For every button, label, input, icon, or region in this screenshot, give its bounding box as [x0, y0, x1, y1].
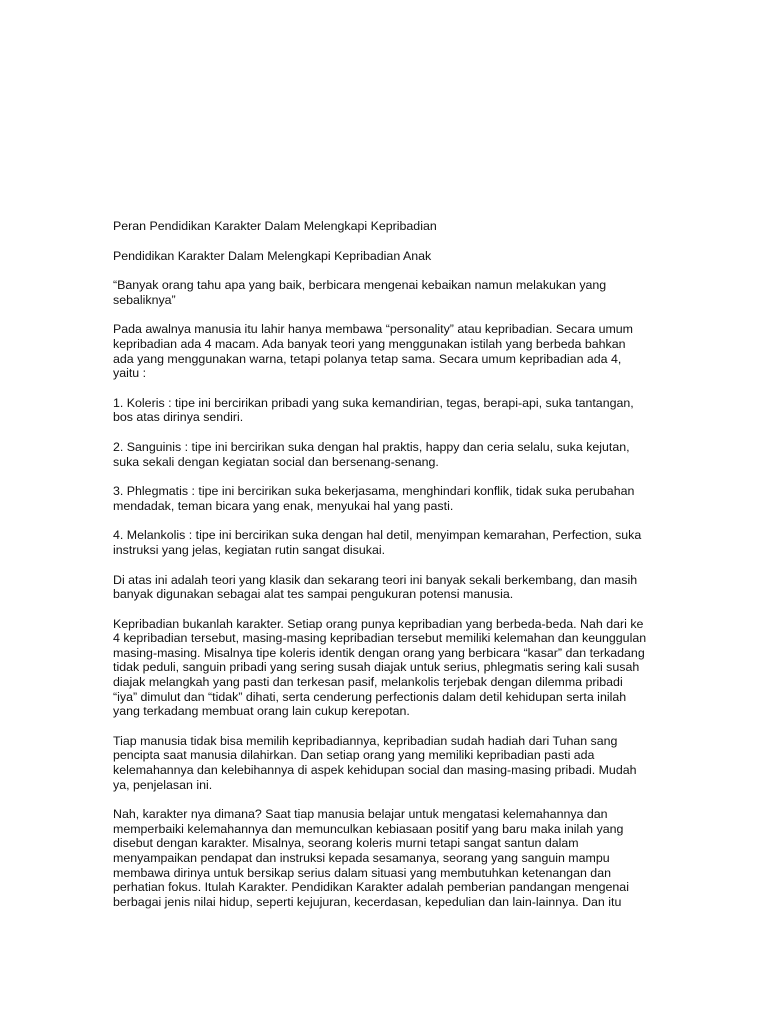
document-subtitle: Pendidikan Karakter Dalam Melengkapi Kepribadian Anak — [113, 248, 432, 263]
document-body — [113, 219, 658, 924]
document-quote: “Banyak orang tahu apa yang baik, berbicara mengenai kebaikan namun melakukan yang sebaliknya” — [113, 278, 607, 307]
paragraph: Pada awalnya manusia itu lahir hanya membawa “personality” atau kepribadian. Secara umum kepribadian ada 4 macam. Ada banyak teori yang menggunakan istilah yang berbeda bahkan ada yang menggunakan warna, tetapi polanya tetap sama. Secara umum kepribadian ada 4, yaitu : — [113, 322, 633, 381]
document-title: Peran Pendidikan Karakter Dalam Melengkapi Kepribadian — [113, 219, 437, 233]
paragraph: 1. Koleris : tipe ini bercirikan pribadi yang suka kemandirian, tegas, berapi-api, suka tantangan, bos atas dirinya sendiri. — [113, 395, 634, 425]
paragraph: 3. Phlegmatis : tipe ini bercirikan suka bekerjasama, menghindari konflik, tidak suka perubahan mendadak, teman bicara yang enak, menyukai hal yang pasti. — [113, 484, 635, 513]
paragraph: Nah, karakter nya dimana? Saat tiap manusia belajar untuk mengatasi kelemahannya dan memperbaiki kelemahannya dan memunculkan kebiasaan positif yang baru maka inilah yang disebut dengan karakter. Misalnya, seorang koleris murni tetapi sangat santun dalam menyampaikan pendapat dan instruksi kepada sesamanya, seorang yang sanguin mampu membawa dirinya untuk bersikap serius dalam situasi yang membutuhkan ketenangan dan perhatian fokus. Itulah Karakter. Pendidikan Karakter adalah pemberian pandangan mengenai berbagai jenis nilai hidup, seperti kejujuran, kecerdasan, kepedulian dan lain-lainnya. Dan itu — [113, 807, 629, 909]
paragraph: 2. Sanguinis : tipe ini bercirikan suka dengan hal praktis, happy dan ceria selalu, suka kejutan, suka sekali dengan kegiatan social dan bersenang-senang. — [113, 439, 630, 469]
paragraph: Kepribadian bukanlah karakter. Setiap orang punya kepribadian yang berbeda-beda. Nah dari ke 4 kepribadian tersebut, masing-masing kepribadian tersebut memiliki kelemahan dan keunggulan masing-masing. Misalnya tipe koleris identik dengan orang yang berbicara “kasar” dan terkadang tidak peduli, sanguin pribadi yang sering susah diajak untuk serius, phlegmatis sering kali susah diajak melangkah yang pasti dan terkesan pasif, melankolis terjebak dengan dilemma pribadi “iya” dimulut dan “tidak” dihati, serta cenderung perfectionis dalam detil kehidupan serta inilah yang terkadang membuat orang lain cukup kerepotan. — [113, 616, 647, 719]
paragraph: Tiap manusia tidak bisa memilih kepribadiannya, kepribadian sudah hadiah dari Tuhan sang pencipta saat manusia dilahirkan. Dan setiap orang yang memiliki kepribadian pasti ada kelemahannya dan kelebihannya di aspek kehidupan social dan masing-masing pribadi. Mudah ya, penjelasan ini. — [113, 733, 637, 792]
paragraph: 4. Melankolis : tipe ini bercirikan suka dengan hal detil, menyimpan kemarahan, Perfection, suka instruksi yang jelas, kegiatan rutin sangat disukai. — [113, 528, 642, 557]
paragraph: Di atas ini adalah teori yang klasik dan sekarang teori ini banyak sekali berkembang, dan masih banyak digunakan sebagai alat tes sampai pengukuran potensi manusia. — [113, 572, 638, 602]
